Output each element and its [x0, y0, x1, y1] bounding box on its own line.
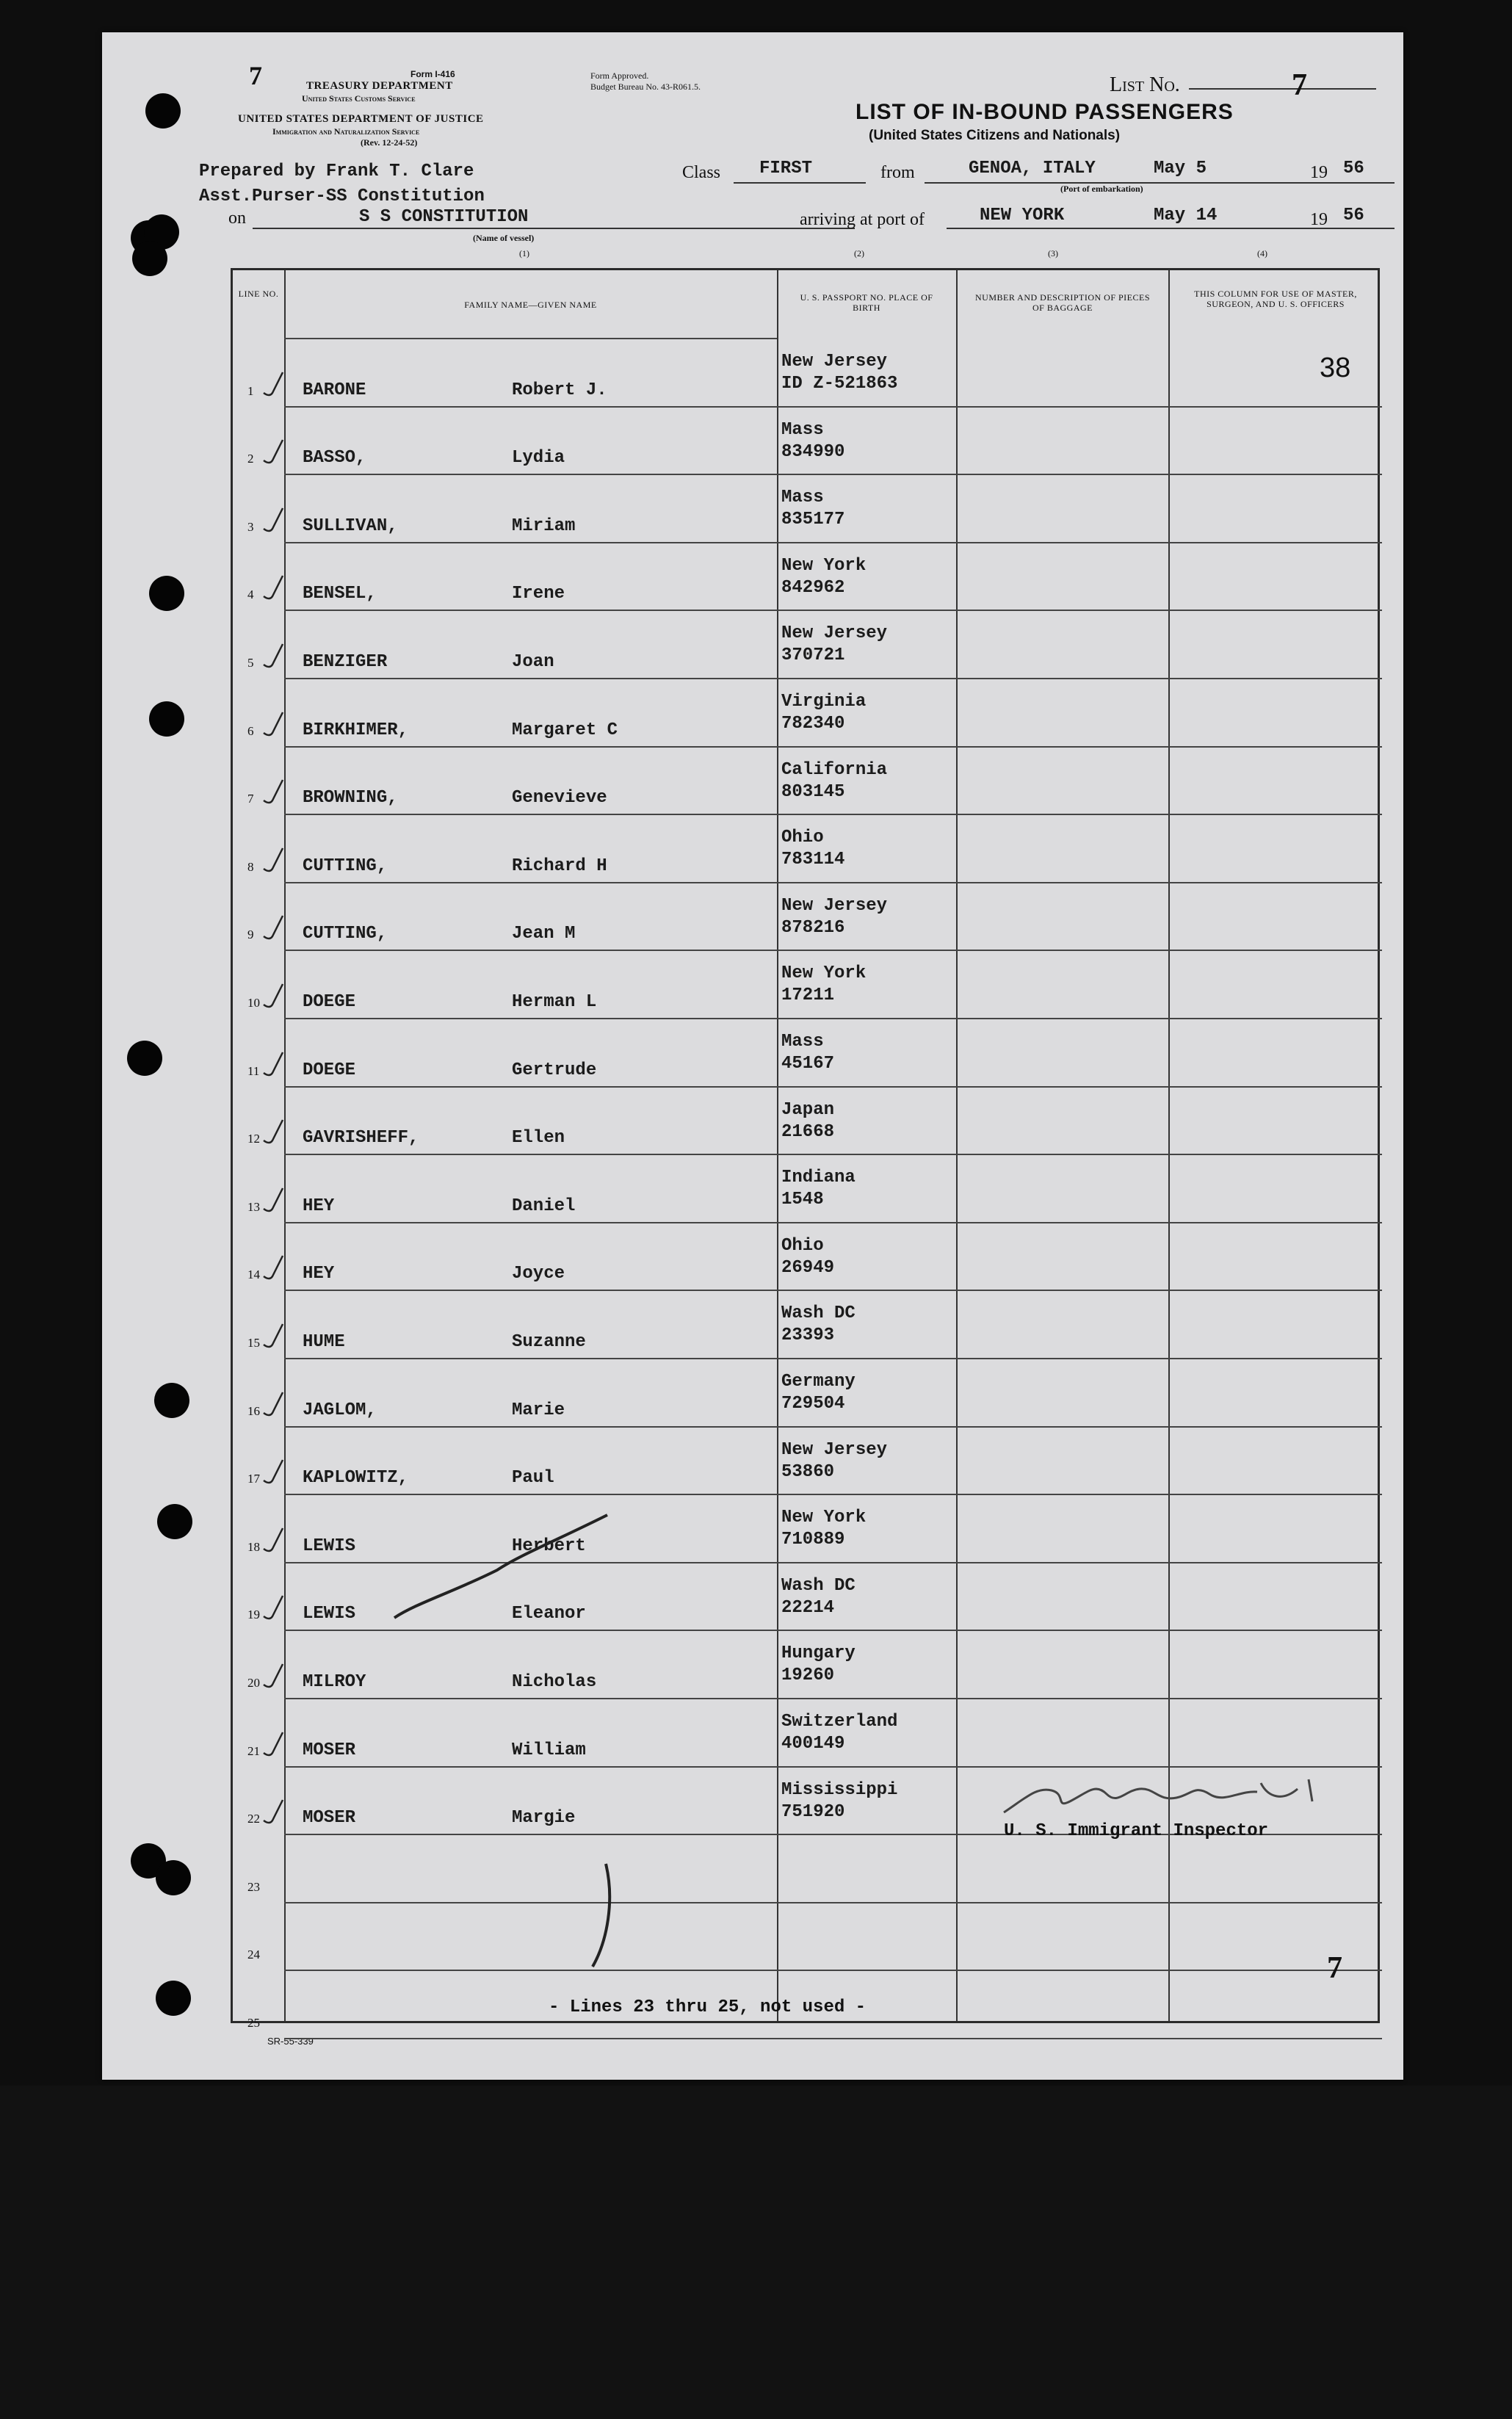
passport-number: 22214 [781, 1597, 835, 1618]
line-number: 16 [247, 1403, 260, 1418]
passport-number: 835177 [781, 510, 845, 530]
list-no-label: List No. [1110, 73, 1180, 96]
immigration-service: Immigration and Naturalization Service [272, 126, 420, 137]
vessel-label: (Name of vessel) [473, 233, 535, 243]
place-of-birth: New Jersey [781, 623, 888, 644]
given-name: Daniel [512, 1196, 576, 1216]
check-mark-icon [262, 847, 284, 873]
check-mark-icon [262, 1731, 284, 1757]
line-number: 13 [247, 1199, 260, 1214]
place-of-birth: Ohio [781, 828, 824, 848]
passport-number: 878216 [781, 917, 845, 938]
passport-number: 710889 [781, 1530, 845, 1550]
on-label: on [228, 209, 246, 228]
family-name: DOEGE [303, 992, 356, 1012]
arrival-date: May 14 [1154, 206, 1218, 225]
given-name: Suzanne [512, 1332, 586, 1352]
line-number: 2 [247, 452, 254, 466]
binder-hole [157, 1504, 192, 1539]
form-number: Form I-416 [410, 69, 455, 79]
family-name: LEWIS [303, 1536, 356, 1556]
line-number: 23 [247, 1879, 260, 1894]
family-name: BENSEL, [303, 584, 377, 604]
binder-hole [154, 1383, 189, 1418]
family-name: MOSER [303, 1808, 356, 1829]
passport-number: 45167 [781, 1054, 835, 1074]
year-prefix-1: 19 [1310, 163, 1328, 182]
place-of-birth: Wash DC [781, 1575, 856, 1596]
place-of-birth: New York [781, 963, 867, 984]
inspector-signature [1004, 1779, 1312, 1812]
vessel-name: S S CONSTITUTION [359, 207, 529, 227]
given-name: Marie [512, 1400, 565, 1420]
given-name: Margaret C [512, 720, 618, 740]
check-mark-icon [262, 1798, 284, 1825]
line-number: 6 [247, 723, 254, 738]
year-prefix-2: 19 [1310, 210, 1328, 229]
place-of-birth: New Jersey [781, 1439, 888, 1460]
line-number: 24 [247, 1948, 260, 1962]
check-mark-icon [262, 507, 284, 533]
place-of-birth: Mississippi [781, 1779, 898, 1800]
binder-hole [156, 1860, 191, 1895]
check-mark-icon [262, 1187, 284, 1213]
form-subtitle: (United States Citizens and Nationals) [869, 128, 1121, 143]
family-name: HEY [303, 1264, 335, 1284]
check-mark-icon [262, 914, 284, 941]
check-mark-icon [262, 1527, 284, 1553]
line-number: 20 [247, 1676, 260, 1690]
from-label: from [880, 163, 915, 182]
header-name: FAMILY NAME—GIVEN NAME [464, 300, 597, 310]
line-number: 22 [247, 1812, 260, 1826]
family-name: GAVRISHEFF, [303, 1128, 419, 1149]
family-name: LEWIS [303, 1604, 356, 1624]
check-mark-icon [262, 711, 284, 737]
family-name: BROWNING, [303, 788, 398, 809]
line-number: 19 [247, 1608, 260, 1622]
given-name: Eleanor [512, 1604, 586, 1624]
prepared-by: Prepared by Frank T. Clare [199, 162, 474, 181]
family-name: BARONE [303, 380, 366, 400]
family-name: CUTTING, [303, 924, 388, 944]
family-name: MOSER [303, 1740, 356, 1760]
given-name: Paul [512, 1468, 554, 1489]
given-name: Joan [512, 652, 554, 672]
given-name: Margie [512, 1808, 576, 1829]
passport-number: 803145 [781, 781, 845, 802]
family-name: BASSO, [303, 448, 366, 469]
family-name: HUME [303, 1332, 345, 1352]
col-num-1: (1) [519, 248, 529, 258]
passport-number: 17211 [781, 986, 835, 1006]
corner-mark: 7 [249, 61, 262, 90]
family-name: CUTTING, [303, 856, 388, 876]
binder-hole [145, 93, 181, 129]
passport-number: 751920 [781, 1801, 845, 1822]
place-of-birth: Mass [781, 1032, 824, 1052]
port-embark-label: (Port of embarkation) [1060, 184, 1143, 194]
place-of-birth: Switzerland [781, 1712, 898, 1732]
check-mark-icon [262, 1118, 284, 1145]
passport-number: 53860 [781, 1461, 835, 1482]
family-name: JAGLOM, [303, 1400, 377, 1420]
line-number: 21 [247, 1743, 260, 1758]
passport-number: 783114 [781, 850, 845, 870]
binder-hole [132, 241, 167, 276]
line-number: 3 [247, 519, 254, 534]
place-of-birth: Mass [781, 488, 824, 508]
place-of-birth: California [781, 759, 888, 780]
header-baggage: NUMBER AND DESCRIPTION OF PIECES OF BAGGAGE [974, 292, 1151, 313]
year-2: 56 [1343, 206, 1364, 225]
line-number: 11 [247, 1063, 260, 1078]
place-of-birth: Hungary [781, 1644, 856, 1664]
year-1: 56 [1343, 159, 1364, 178]
place-of-birth: Mass [781, 419, 824, 440]
place-of-birth: Indiana [781, 1168, 856, 1188]
page-mark: 7 [1327, 1951, 1342, 1985]
passport-number: 834990 [781, 441, 845, 462]
passport-number: 21668 [781, 1121, 835, 1142]
given-name: Jean M [512, 924, 576, 944]
col-num-3: (3) [1048, 248, 1058, 258]
given-name: Gertrude [512, 1060, 597, 1080]
place-of-birth: Wash DC [781, 1303, 856, 1324]
given-name: Robert J. [512, 380, 607, 400]
pen-stroke [593, 1864, 609, 1967]
family-name: KAPLOWITZ, [303, 1468, 409, 1489]
line-number: 17 [247, 1472, 260, 1486]
line-number: 18 [247, 1539, 260, 1554]
given-name: William [512, 1740, 586, 1760]
check-mark-icon [262, 1391, 284, 1417]
passport-number: 23393 [781, 1326, 835, 1346]
given-name: Genevieve [512, 788, 607, 809]
unused-lines-note: - Lines 23 thru 25, not used - [549, 1997, 867, 2017]
place-of-birth: New York [781, 1508, 867, 1528]
officer-count: 38 [1320, 352, 1351, 383]
place-of-birth: New York [781, 555, 867, 576]
line-number: 4 [247, 587, 254, 602]
family-name: HEY [303, 1196, 335, 1216]
revision-date: (Rev. 12-24-52) [361, 137, 418, 148]
arrival-port: NEW YORK [980, 206, 1065, 225]
check-mark-icon [262, 778, 284, 805]
passport-number: 1548 [781, 1190, 824, 1210]
given-name: Nicholas [512, 1672, 597, 1692]
line-number: 25 [247, 2016, 260, 2030]
passport-number: 400149 [781, 1734, 845, 1754]
line-number: 7 [247, 792, 254, 806]
col-num-2: (2) [854, 248, 864, 258]
arriving-label: arriving at port of [800, 210, 925, 229]
form-code: SR-55-339 [267, 2036, 314, 2047]
given-name: Ellen [512, 1128, 565, 1149]
check-mark-icon [262, 983, 284, 1009]
scan-background [0, 2086, 1512, 2419]
binder-hole [149, 701, 184, 737]
col-num-4: (4) [1257, 248, 1267, 258]
place-of-birth: New Jersey [781, 895, 888, 916]
line-number: 14 [247, 1268, 260, 1282]
passport-number: 729504 [781, 1394, 845, 1414]
family-name: SULLIVAN, [303, 516, 398, 536]
list-no-value: 7 [1292, 68, 1307, 102]
check-mark-icon [262, 1051, 284, 1077]
given-name: Richard H [512, 856, 607, 876]
place-of-birth: Germany [781, 1372, 856, 1392]
line-number: 1 [247, 383, 254, 398]
line-number: 9 [247, 928, 254, 942]
binder-hole [127, 1041, 162, 1076]
pen-stroke [394, 1515, 607, 1618]
header-officers: THIS COLUMN FOR USE OF MASTER, SURGEON, AND U. S. OFFICERS [1194, 289, 1357, 309]
passport-number: ID Z-521863 [781, 374, 898, 394]
check-mark-icon [262, 1663, 284, 1689]
check-mark-icon [262, 1323, 284, 1349]
given-name: Joyce [512, 1264, 565, 1284]
budget-bureau: Budget Bureau No. 43-R061.5. [590, 82, 701, 92]
binder-hole [156, 1981, 191, 2016]
binder-hole [149, 576, 184, 611]
passport-number: 26949 [781, 1257, 835, 1278]
line-number: 10 [247, 996, 260, 1010]
passport-number: 370721 [781, 646, 845, 666]
passport-number: 782340 [781, 714, 845, 734]
check-mark-icon [262, 643, 284, 669]
given-name: Lydia [512, 448, 565, 469]
family-name: DOEGE [303, 1060, 356, 1080]
passport-number: 19260 [781, 1666, 835, 1686]
justice-department: UNITED STATES DEPARTMENT OF JUSTICE [238, 113, 484, 125]
family-name: BENZIGER [303, 652, 388, 672]
given-name: Miriam [512, 516, 576, 536]
passenger-table [231, 268, 1380, 2030]
line-number: 12 [247, 1132, 260, 1146]
check-mark-icon [262, 1254, 284, 1281]
line-number: 8 [247, 859, 254, 874]
check-mark-icon [262, 574, 284, 601]
check-mark-icon [262, 438, 284, 465]
line-number: 15 [247, 1336, 260, 1350]
customs-service: United States Customs Service [302, 93, 416, 104]
family-name: BIRKHIMER, [303, 720, 409, 740]
place-of-birth: New Jersey [781, 352, 888, 372]
embark-date: May 5 [1154, 159, 1207, 178]
treasury-department: TREASURY DEPARTMENT [306, 80, 453, 92]
check-mark-icon [262, 371, 284, 397]
class-label: Class [682, 163, 721, 182]
family-name: MILROY [303, 1672, 366, 1692]
place-of-birth: Virginia [781, 692, 867, 712]
prepared-title: Asst.Purser-SS Constitution [199, 187, 485, 206]
place-of-birth: Japan [781, 1099, 835, 1120]
class-value: FIRST [759, 159, 813, 178]
check-mark-icon [262, 1594, 284, 1621]
form-title: LIST OF IN-BOUND PASSENGERS [856, 100, 1234, 124]
embark-port: GENOA, ITALY [969, 159, 1096, 178]
header-passport: U. S. PASSPORT NO. PLACE OF BIRTH [800, 292, 933, 313]
inspector-label: U. S. Immigrant Inspector [1004, 1821, 1269, 1841]
line-number: 5 [247, 656, 254, 670]
given-name: Herman L [512, 992, 597, 1012]
header-line-no: LINE NO. [238, 289, 279, 299]
given-name: Herbert [512, 1536, 586, 1556]
form-approved: Form Approved. [590, 70, 649, 81]
place-of-birth: Ohio [781, 1235, 824, 1256]
passport-number: 842962 [781, 577, 845, 598]
given-name: Irene [512, 584, 565, 604]
check-mark-icon [262, 1458, 284, 1485]
